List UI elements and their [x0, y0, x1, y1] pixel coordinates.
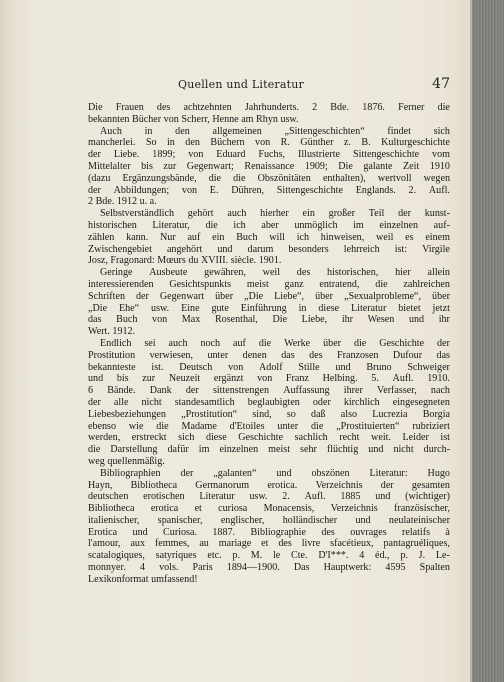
text-line: l'amour, aux femmes, au mariage et des livre sfacétieux, pantagruéliques, — [88, 538, 450, 550]
text-line: Selbstverständlich gehört auch hierher ein großer Teil der kunst- — [100, 208, 450, 220]
text-line: der Abbildungen; von E. Dühren, Sittengeschichte Englands. 2. Aufl. — [88, 184, 450, 196]
text-line: „Die Ehe“ usw. Eine gute Einführung in diese Literatur bietet jetzt — [88, 302, 450, 314]
text-line: Endlich sei auch noch auf die Werke über die Geschichte der — [100, 337, 450, 349]
text-line: Prostitution verwiesen, unter denen das des Franzosen Dufour das — [88, 349, 450, 361]
running-header — [88, 78, 450, 96]
text-line: und bis zur Neuzeit ergänzt von Franz Helbing. 5. Aufl. 1910. — [88, 373, 450, 385]
text-line: Wert. 1912. — [88, 326, 136, 338]
text-line: mancherlei. So in den Büchern von R. Günther z. B. Kulturgeschichte — [88, 137, 450, 149]
header-title: Quellen und Literatur — [178, 78, 304, 91]
text-line: interessierenden Gesichtspunkts meist ganz entratend, die zahlreichen — [88, 278, 450, 290]
body-text — [88, 102, 450, 586]
text-line: das Buch von Max Rosenthal, Die Liebe, ihr Wesen und ihr — [88, 314, 450, 326]
text-line: historischen Literatur, die ich aber unmöglich im einzelnen auf- — [88, 219, 450, 231]
text-line: Zwischengebiet angehört und darum besonders lehrreich ist: Virgile — [88, 243, 450, 255]
text-line: zählen kann. Nur auf ein Buch will ich hinweisen, weil es einem — [88, 231, 450, 243]
text-line: Bibliographien der „galanten“ und obszönen Literatur: Hugo — [100, 467, 450, 479]
text-line: monnyer. 4 vols. Paris 1894—1900. Das Hauptwerk: 4595 Spalten — [88, 562, 450, 574]
text-line: die Darstellung dafür im einzelnen meist sehr flüchtig und nicht durch- — [88, 444, 450, 456]
text-line: Auch in den allgemeinen „Sittengeschichten“ findet sich — [100, 125, 450, 137]
text-line: Hayn, Bibliotheca Germanorum erotica. Verzeichnis der gesamten — [88, 479, 450, 491]
text-line: werden, erstreckt sich diese Geschichte sachlich recht weit. Leider ist — [88, 432, 450, 444]
text-line: Erotica und Curiosa. 1887. Bibliographie des ouvrages relatifs à — [88, 526, 450, 538]
text-line: 2 Bde. 1912 u. a. — [88, 196, 157, 208]
book-page-edges — [472, 0, 504, 682]
text-line: Geringe Ausbeute gewähren, weil des historischen, hier allein — [100, 267, 450, 279]
text-line: Die Frauen des achtzehnten Jahrhunderts. 2 Bde. 1876. Ferner die — [88, 102, 450, 113]
text-line: Lexikonformat umfassend! — [88, 573, 198, 585]
text-line: deutschen erotischen Literatur usw. 2. Aufl. 1885 und (wichtiger) — [88, 491, 450, 503]
text-line: scatalogiques, satyriques etc. p. M. le Cte. D'I***. 4 éd., p. J. Le- — [88, 550, 450, 562]
text-line: der alle nicht standesamtlich beglaubigten oder kirchlich eingesegneten — [88, 396, 450, 408]
text-line: Schriften der Gegenwart über „Die Liebe“, über „Sexualprobleme“, über — [88, 290, 450, 302]
text-line: bekannten Bücher von Scherr, Henne am Rhyn usw. — [88, 113, 299, 125]
text-line: Mittelalter bis zur Gegenwart; Renaissance 1909; Die galante Zeit 1910 — [88, 160, 450, 172]
text-line: 6 Bände. Dank der sittenstrengen Auffassung ihrer Verfasser, nach — [88, 385, 450, 397]
text-line: italienischer, spanischer, englischer, holländischer und neulateinischer — [88, 514, 450, 526]
text-line: ebenso wie die Madame d'Etoiles unter die „Prostituierten“ rubriziert — [88, 420, 450, 432]
text-line: der Liebe. 1899; von Eduard Fuchs, Illustrierte Sittengeschichte vom — [88, 149, 450, 161]
text-line: Liebesbeziehungen „Prostitution“ sind, so daß also Lucrezia Borgia — [88, 408, 450, 420]
text-line: Josz, Fragonard: Mœurs du XVIII. siècle. 1901. — [88, 255, 282, 267]
text-line: bekannteste ist. Deutsch von Adolf Stille und Bruno Schweiger — [88, 361, 450, 373]
text-line: Bibliotheca erotica et curiosa Monacensis, Verzeichnis französischer, — [88, 503, 450, 515]
text-line: weg quellenmäßig. — [88, 455, 165, 467]
text-line: (dazu Ergänzungsbände, die die Obszönitäten enthalten), wertvoll wegen — [88, 172, 450, 184]
page-number: 47 — [432, 76, 450, 92]
